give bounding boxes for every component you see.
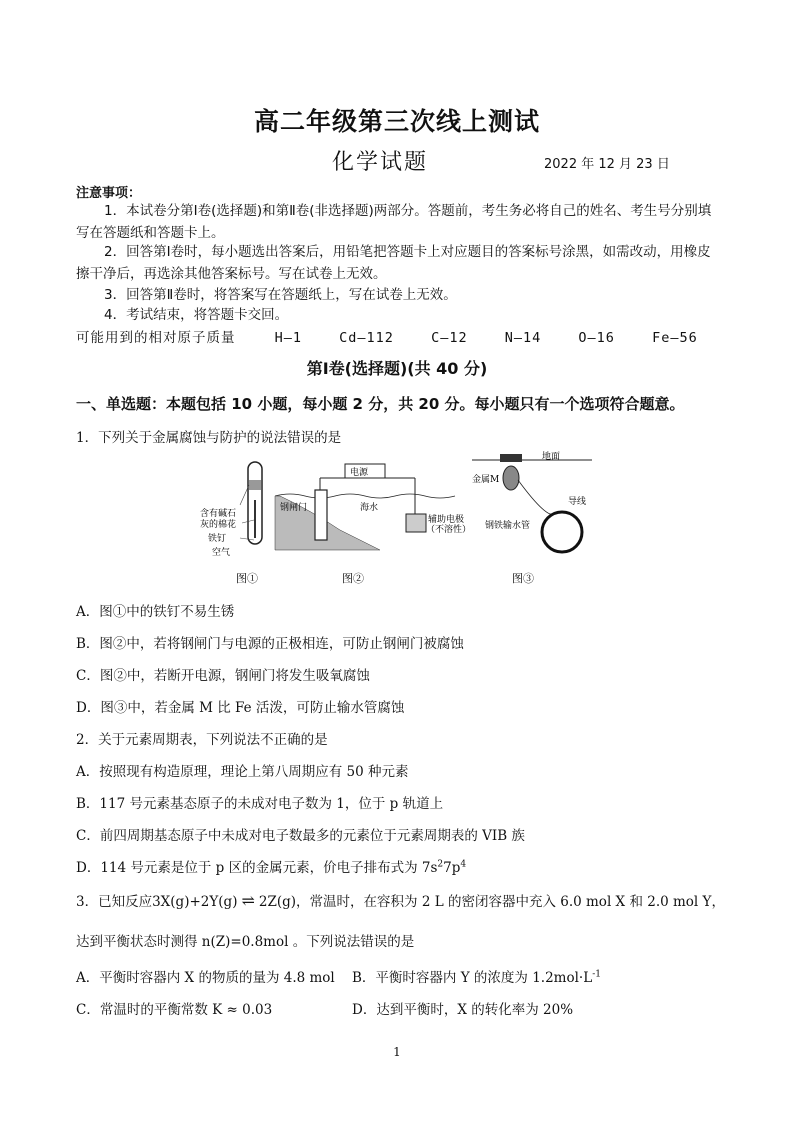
- page-title: 高二年级第三次线上测试: [253, 107, 540, 136]
- q3-option-b: [352, 966, 601, 986]
- q3-option-d: D．达到平衡时，X 的转化率为 20%: [352, 1002, 574, 1018]
- atomic-mass-c: C—12: [431, 330, 468, 346]
- fig1-text-3: 铁钉: [208, 534, 227, 544]
- q1-option-a: A．图①中的铁钉不易生锈: [76, 604, 235, 620]
- gate-label: 钢闸门: [280, 503, 308, 513]
- atomic-mass-cd: Cd—112: [339, 330, 394, 346]
- section-title: 第Ⅰ卷(选择题)(共 40 分): [306, 359, 488, 378]
- q3-stem-suffix: ，常温时，在容积为 2 L 的密闭容器中充入 6.0 mol X 和 2.0 mol Y，: [296, 894, 725, 910]
- q2-option-d-sup1: 2: [437, 859, 444, 870]
- figure-3-label: 图③: [512, 572, 534, 585]
- q2-option-d-sup2: 4: [460, 859, 467, 870]
- ground-label: 地面: [542, 452, 561, 462]
- notice-item-4: 4．考试结束，将答题卡交回。: [104, 307, 289, 323]
- notice-item-1: 1．本试卷分第Ⅰ卷(选择题)和第Ⅱ卷(非选择题)两部分。答题前，考生务必将自己的姓名、考生号分别填写在答题纸和答题卡上。: [76, 203, 712, 241]
- q3-option-b-sup: -1: [592, 969, 601, 980]
- atomic-mass-n: N—14: [504, 330, 542, 346]
- power-label: 电源: [350, 468, 369, 478]
- figure-2-label: 图②: [342, 572, 364, 585]
- atomic-masses-line: [76, 326, 726, 346]
- pipe-label: 钢铁输水管: [485, 521, 531, 531]
- sea-label: 海水: [360, 503, 379, 513]
- atomic-mass-h: H—1: [274, 330, 303, 346]
- notice-heading: 注意事项：: [76, 186, 142, 201]
- q2-stem: 2．关于元素周期表，下列说法不正确的是: [76, 732, 328, 748]
- q1-option-c: C．图②中，若断开电源，钢闸门将发生吸氧腐蚀: [76, 668, 370, 684]
- q1-stem: 1．下列关于金属腐蚀与防护的说法错误的是: [76, 430, 342, 446]
- atomic-masses-label: 可能用到的相对原子质量: [76, 330, 236, 346]
- q3-option-a: A．平衡时容器内 X 的物质的量为 4.8 mol: [76, 970, 335, 986]
- notice-item-3: 3．回答第Ⅱ卷时，将答案写在答题纸上，写在试卷上无效。: [104, 287, 457, 303]
- q3-reaction-left: 3X(g)+2Y(g): [152, 894, 238, 910]
- page-number: 1: [393, 1045, 401, 1059]
- q2-option-c: C．前四周期基态原子中未成对电子数最多的元素位于元素周期表的 VIB 族: [76, 828, 525, 844]
- q1-option-b: B．图②中，若将钢闸门与电源的正极相连，可防止钢闸门被腐蚀: [76, 636, 464, 652]
- q3-stem-line2: 达到平衡状态时测得 n(Z)=0.8mol 。下列说法错误的是: [76, 934, 415, 950]
- fig1-text-1: 含有碱石: [200, 509, 237, 519]
- q3-stem: [76, 890, 725, 910]
- fig1-text-2: 灰的棉花: [200, 520, 237, 530]
- q2-option-a: A．按照现有构造原理，理论上第八周期应有 50 种元素: [76, 764, 409, 780]
- atomic-mass-o: O—16: [578, 330, 615, 346]
- figure-1-test-tube: [240, 462, 262, 544]
- q1-figure: [200, 450, 595, 590]
- page-subtitle: 化学试题: [332, 150, 429, 175]
- notice-item-2: 2．回答第Ⅰ卷时，每小题选出答案后，用铅笔把答题卡上对应题目的答案标号涂黑，如需改动，用橡皮擦干净后，再选涂其他答案标号。写在试卷上无效。: [76, 244, 711, 282]
- q2-option-d-text: D．114 号元素是位于 p 区的金属元素，价电子排布式为 7s: [76, 860, 438, 876]
- wire-label: 导线: [568, 497, 587, 507]
- q1-option-d: D．图③中，若金属 M 比 Fe 活泼，可防止输水管腐蚀: [76, 700, 405, 716]
- q3-stem-prefix: 3．已知反应: [76, 894, 153, 910]
- aux-electrode-label: 辅助电极: [428, 515, 465, 525]
- exam-date: 2022 年 12 月 23 日: [544, 157, 670, 172]
- atomic-mass-fe: Fe—56: [652, 330, 698, 346]
- q3-reaction-right: 2Z(g): [258, 894, 297, 910]
- aux-electrode-note: （不溶性）: [426, 525, 472, 535]
- part-title: 一、单选题：本题包括 10 小题，每小题 2 分，共 20 分。每小题只有一个选项符合题意。: [76, 395, 685, 413]
- q2-option-b: B．117 号元素基态原子的未成对电子数为 1，位于 p 轨道上: [76, 796, 444, 812]
- figure-1-label: 图①: [236, 572, 258, 585]
- metal-m-label: 金属M: [472, 475, 500, 485]
- q2-option-d: [76, 856, 466, 876]
- q3-option-b-text: B．平衡时容器内 Y 的浓度为 1.2mol·L: [352, 970, 593, 986]
- q3-option-c: C．常温时的平衡常数 K ≈ 0.03: [76, 1002, 273, 1018]
- equilibrium-arrow-icon: ⇌: [241, 891, 255, 910]
- q2-option-d-mid: 7p: [443, 860, 461, 876]
- fig1-text-4: 空气: [212, 548, 231, 558]
